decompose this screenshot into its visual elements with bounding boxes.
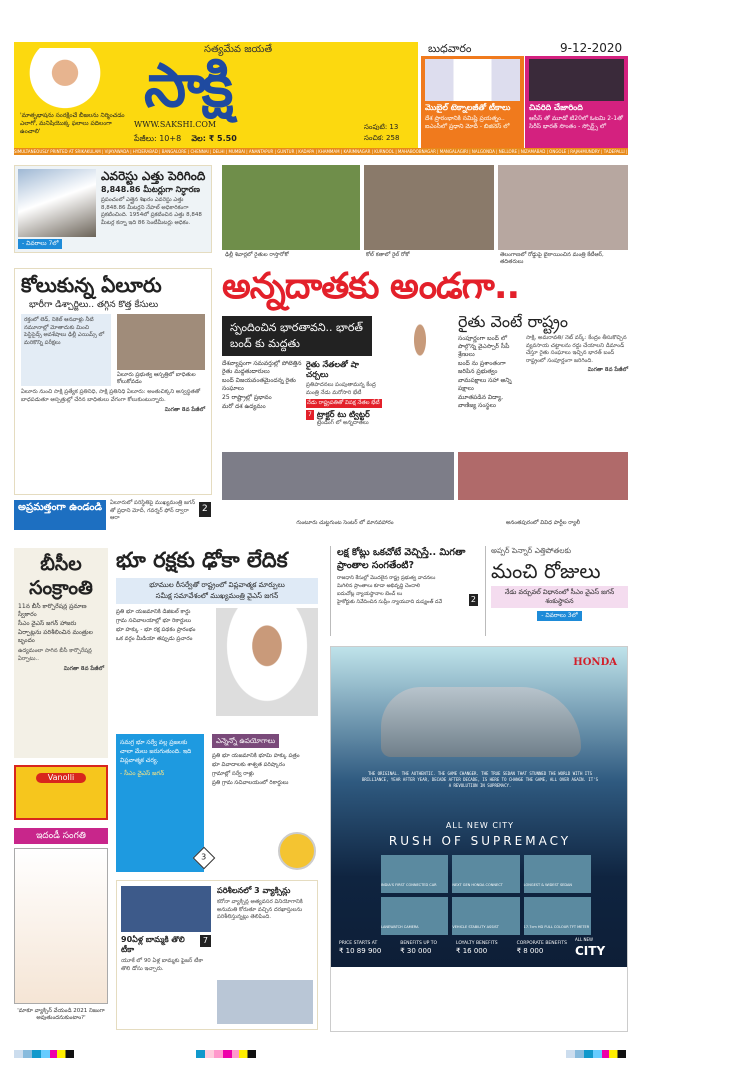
lakh-page: 2 — [470, 595, 476, 604]
eluru-photo — [117, 314, 205, 370]
bullet: ఐదుచోట్ల న్యాయస్థానాల బెంచ్ లు — [337, 591, 403, 597]
motto: సత్యమేవ జయతే — [204, 44, 273, 55]
everest-subtitle: 8,848.86 మీటర్లుగా నిర్ధారణ — [101, 185, 201, 194]
pages-price — [134, 134, 237, 144]
bullet: ఒక వర్గం మీడియా తప్పుడు ప్రచారం — [116, 636, 193, 642]
everest-photo — [18, 169, 96, 237]
lead-jump[interactable]: మిగతా 8వ పేజీలో — [587, 367, 628, 373]
vaccine-body: యూకే లో 90 ఏళ్ల బామ్మకు ఫైజర్ టీకా తొలి డోసు ఇచ్చారు. — [121, 958, 204, 972]
vaccine-photo — [121, 886, 211, 932]
bullet: బంద్ విజయవంతమైందన్న రైతు సంఘాలు — [222, 377, 296, 392]
cartoon-caption: 'మాకూ వ్యాక్సిన్ వేయండి 2021 నిజంగా అవుతుందనుకుంటాం?' — [17, 1008, 105, 1021]
bullet: మిగిలిన ప్రాంతాలు కూడా అభివృద్ధి చెందాలి — [337, 583, 421, 589]
everest-body: ప్రపంచంలో ఎత్తైన శిఖరం ఎవరెస్టు ఎత్తు 8,848.86 మీటర్లని నేపాల్ అధికారికంగా ప్రకటించింది. 1954లో ప్రకటించిన ఎత్తు 8,848 మీటర్ల కన్నా ఇది 86 సెంటీమీటర్లు అధికం. — [101, 197, 202, 226]
bullet: ఏర్పాట్లను పరిశీలించిన మంత్రుల బృందం — [18, 629, 93, 644]
feature-tile: 17.7cm HD FULL COLOUR TFT METER — [524, 897, 591, 935]
promo-sub: దేశ ప్రారంభానికి సమిష్టి ప్రయత్నం.. ఐఎంసీలో ప్రధాని మోదీ - బిజినెస్ లో — [425, 115, 510, 130]
lead-kicker: స్పందించిన భారతావని.. భారత్ బంద్ కు మద్దతు — [222, 316, 372, 356]
issue: సంచిక: 258 — [364, 134, 400, 142]
alert-page: 2 — [199, 502, 211, 517]
lead-mid-body: ప్రతిపాదనలు పంపుతామన్న కేంద్ర మంత్రి నేడు మరోసారి భేటీ — [306, 382, 376, 396]
offer: BENEFITS UP TO ₹ 30 000 — [400, 941, 438, 955]
eluru-story[interactable] — [14, 268, 212, 495]
tractor-page: 7 — [308, 411, 312, 418]
alert-body: ఏలూరులో పరిస్థితిపై ముఖ్యమంత్రి జగన్ తో ప్రధాని మోదీ, గవర్నర్ ఫోన్ ద్వారా ఆరా — [110, 500, 196, 521]
pennar-kicker: అప్పర్ పెన్నార్ ఎత్తిపోతలకు — [491, 546, 572, 555]
land-subtitle — [116, 578, 318, 604]
lakh-title: లక్ష కోట్లు ఒకచోటే వెచ్చిస్తే.. మిగతా ప్రాంతాల సంగతేంటి? — [337, 547, 466, 571]
cm-quote-attribution: - సీఎం వైఎస్ జగన్ — [120, 770, 165, 777]
day: బుధవారం — [428, 42, 472, 55]
bullet: మరో దశ ఉద్యమం — [222, 403, 266, 410]
eluru-highlights: రక్తంలో లెడ్, నికెల్ ఆనవాళ్లు నీటి నమూనాల్లో మోతాదుకు మించి పెస్టిసైడ్స్ అవశేషాలు ఢిల్లీ ఎయిమ్స్ లో మరికొన్ని పరీక్షలు — [21, 314, 111, 386]
ad-line1: ALL NEW CITY — [445, 821, 515, 830]
photo-caption: అనంతపురంలో వివిధ పార్టీల ర్యాలీ — [505, 520, 580, 526]
website: WWW.SAKSHI.COM — [134, 120, 217, 129]
vaccine-story[interactable] — [116, 880, 318, 1030]
lead-mid-head: రైతు నేతలతో షా చర్చలు — [306, 360, 359, 379]
survey-icon — [278, 832, 316, 870]
land-bullets — [116, 608, 212, 716]
editions-strip: SIMULTANEOUSLY PRINTED AT SRIKAKULAM | VIJAYAWADA | HYDERABAD | BANGALORE | CHENNAI | DELHI | MUMBAI | ANANTAPUR | GUNTUR | KADAPA | KHAMMAM | KARIMNAGAR | KURNOOL | MAHABOOBNAGAR | MANGALAGIRI | NALGONDA | NELLORE | NIZAMABAD | ONGOLE | RAJAHMUNDRY | TADEPALLI | SIDDIPET | TIRUPATHI | VISAKHAPATNAM | WARANGAL — [14, 149, 736, 154]
lead-mid-strip: నేడు రాష్ట్రపతితో విపక్ష నేతల భేటీ — [306, 399, 382, 408]
pennar-title: మంచి రోజులు — [491, 559, 601, 583]
ad-model: CITY — [575, 944, 606, 958]
vanolli-ad[interactable] — [14, 765, 108, 820]
promo-photo — [529, 59, 624, 101]
leader-quote: 'మాతృభాషను సంరక్షించే బీజలను నిర్మించడం ఎలాగో, మనిషియొక్క ఫలాలు పదిలంగా ఉంచాలి' — [20, 112, 125, 135]
vaccine-right-body: కరోనా వ్యాక్సిన్ల అత్యవసర వినియోగానికి అనుమతి కోరుతూ వచ్చిన దరఖాస్తులను పరిశీలిస్తున్నట్లు తెలిపింది. — [217, 899, 303, 920]
tractor-sub: ట్రెండింగ్ లో అన్నదాతలు — [316, 420, 369, 426]
bc-body: ఉద్యమంలా సాగిన బీసీ కార్పొరేషన్ల ఏర్పాటు.. — [18, 648, 92, 662]
promo-photo — [425, 59, 520, 101]
everest-jump[interactable]: - వివరాలు 7లో — [18, 239, 62, 249]
feature-tile: NEXT GEN HONDA CONNECT — [452, 855, 519, 893]
bullet: ప్రతి భూ యజమానికి భూమి హక్కు పత్రం — [212, 753, 300, 759]
benefits-title: ఎన్నెన్నో ఉపయోగాలు — [212, 734, 279, 748]
lakh-crore-story[interactable] — [330, 546, 478, 636]
bullet: 25 రాష్ట్రాల్లో ప్రభావం — [222, 394, 272, 401]
cm-quote-box — [116, 734, 204, 872]
benefits-box — [212, 734, 318, 787]
bullet: హైకోర్టుకు నివేదించిన సుప్రీం న్యాయవాది దుష్యంత్ దవే — [337, 599, 443, 605]
promo-title: చివరిది చేజారింది — [529, 103, 583, 112]
photo-telangana-ktr — [498, 165, 628, 250]
photo-delhi-farmers — [222, 165, 360, 250]
vanolli-logo: Vanolli — [36, 773, 86, 783]
vaccine-title: 90ఏళ్ల బామ్మకి తొలి టీకా — [121, 935, 185, 954]
bc-bullets — [18, 603, 104, 645]
promo-sub: ఆసీస్ తో మూడో టి20లో ఓటమి 2-1తో సిరీస్ భారత్ సొంతం - స్పోర్ట్స్ లో — [529, 115, 623, 130]
farmer-photo — [386, 318, 454, 428]
ad-line2: RUSH OF SUPREMACY — [388, 834, 572, 848]
color-bar — [14, 1050, 74, 1058]
pages: పేజీలు: 10+8 — [134, 134, 182, 143]
feature-tile: INDIA'S FIRST CONNECTED CAR — [381, 855, 448, 893]
alert-banner: అప్రమత్తంగా ఉండండి — [14, 500, 106, 530]
masthead — [14, 42, 418, 148]
land-page: 3 — [193, 847, 216, 870]
feature-tile: LONGEST & WIDEST SEDAN — [524, 855, 591, 893]
bullet: దేశవ్యాప్తంగా సమవర్తుల్లో పోటెత్తిన రైతు మద్దతుదారులు — [222, 360, 302, 375]
cm-quote: సమగ్ర భూ సర్వే వల్ల ప్రజలకు చాలా మేలు జరుగుతుంది. ఇది విప్లవాత్మక చర్య. — [120, 739, 192, 764]
everest-title: ఎవరెస్టు ఎత్తు పెరిగింది — [101, 169, 206, 183]
promo-title: మొబైల్ టెక్నాలజీతో టీకాలు — [425, 103, 511, 112]
leader-portrait — [20, 48, 110, 110]
photo-caption: తెలంగాణలో రోడ్డుపై బైఠాయించిన మంత్రి కేటీఆర్, తదితరులు — [500, 252, 604, 265]
vaccine-right-title: పరిశీలనలో 3 వ్యాక్సిన్లు — [217, 886, 291, 895]
promo-cricket[interactable] — [525, 56, 628, 148]
photo-guntur-chain — [222, 452, 454, 500]
feature-tile: VEHICLE STABILITY ASSIST — [452, 897, 519, 935]
lead-right-head: రైతు వెంటే రాష్ట్రం — [458, 312, 568, 331]
offer: PRICE STARTS AT ₹ 10 89 900 — [339, 941, 382, 955]
photo-caption: కోల్ కతాలో రైల్ రోకో — [366, 252, 410, 258]
eluru-jump[interactable]: మిగతా 8వ పేజీలో — [164, 407, 205, 413]
honda-ad[interactable] — [330, 646, 628, 1032]
color-bar — [566, 1050, 626, 1058]
bullet: సీఎం వైఎస్ జగన్ హాజరు — [18, 620, 77, 627]
bullet: బంద్ ను ప్రశాంతంగా జరిపిన ప్రభుత్వం — [458, 360, 506, 375]
cm-photo — [216, 608, 318, 716]
lead-left-column — [222, 316, 382, 428]
benefits-list — [212, 752, 318, 787]
feature-tile: LANEWATCH CAMERA — [381, 897, 448, 935]
lead-bullets-left — [222, 360, 302, 428]
ad-copy: THE ORIGINAL. THE AUTHENTIC. THE GAME CHANGER. THE TRUE SEDAN THAT STUNNED THE WORLD WITH ITS BRILLIANCE, YEAR AFTER YEAR, DECADE AFTER DECADE, IS HERE TO CHANGE THE GAME, ALL OVER AGAIN. IT'S A REVOLUTION IN SUPREMACY. — [361, 771, 598, 788]
bullet: 11న బీసీ కార్పొరేషన్ల ప్రమాణ స్వీకారం — [18, 603, 87, 618]
bc-title: బీసీల సంక్రాంతి — [29, 553, 93, 599]
bullet: సంపూర్ణంగా బంద్ లో పాల్గొన్న వైఎస్సార్ సీపీ శ్రేణులు — [458, 335, 510, 358]
lakh-bullets — [337, 575, 466, 606]
lead-right-column — [458, 312, 628, 410]
cartoon-title: ఇదండీ సంగతి — [14, 828, 108, 844]
vaccine-vials-photo — [217, 980, 313, 1024]
lead-headline: అన్నదాతకు అండగా.. — [222, 266, 520, 307]
lead-right-body: సాక్షి, అమరావతి/ నెట్ వర్క్: కేంద్రం తీసుకొచ్చిన వ్యవసాయ చట్టాలను రద్దు చేయాలని డిమాండ్ చేస్తూ రైతు సంఘాలు ఇచ్చిన భారత్ బంద్ రాష్ట్రంలో సంపూర్ణంగా జరిగింది. — [526, 335, 627, 364]
photo-kolkata-rail — [364, 165, 494, 250]
land-story — [116, 546, 318, 716]
vaccine-page: 7 — [200, 935, 211, 947]
upper-pennar-story[interactable] — [485, 546, 628, 636]
promo-mobile-vaccine[interactable] — [421, 56, 524, 148]
bullet: గ్రామ సచివాలయాల్లో భూ రికార్డులు — [116, 618, 191, 624]
bullet: గ్రామాల్లో సర్వే రాళ్లు — [212, 771, 254, 777]
photo-anantapur-rally — [458, 452, 628, 500]
ad-model-kicker: ALL NEW — [575, 937, 593, 942]
honda-logo: HONDA — [573, 657, 617, 668]
pennar-sub: నేడు వర్చువల్ విధానంలో సీఎం వైఎస్ జగన్ శంకుస్థాపన — [491, 586, 628, 608]
eluru-title: కోలుకున్న ఏలూరు — [21, 273, 162, 297]
sakshi-logo: సాక్షి — [144, 51, 230, 121]
lead-bullets-right — [458, 335, 522, 410]
eluru-subtitle: భారీగా డిశ్చార్జిలు.. తగ్గిన కొత్త కేసులు — [29, 300, 159, 310]
eluru-caption: ఏలూరు ప్రభుత్వ ఆస్పత్రిలో బాధితుల కోలుకోవడం — [117, 372, 196, 385]
cartoon-image — [14, 848, 108, 1004]
everest-story[interactable] — [14, 165, 212, 253]
bullet: భూ వివాదాలకు శాశ్వత పరిష్కారం — [212, 762, 285, 768]
color-bar — [196, 1050, 256, 1058]
bc-jump[interactable]: మిగతా 8వ పేజీలో — [63, 666, 104, 672]
ad-offers — [339, 941, 567, 956]
land-sub1: భూముల రీసర్వేతో రాష్ట్రంలో విప్లవాత్మక మార్పులు — [149, 581, 285, 589]
land-sub2: సమీక్ష సమావేశంలో ముఖ్యమంత్రి వైఎస్ జగన్ — [155, 592, 279, 600]
bullet: ప్రతి గ్రామ సచివాలయంలో రికార్డులు — [212, 780, 289, 786]
photo-caption: ఢిల్లీ శివార్లలో రైతుల రాస్తారోకో — [225, 252, 289, 258]
eluru-body: ఏలూరు నుంచి సాక్షి ప్రత్యేక ప్రతినిధి, సాక్షి ప్రతినిధి ఏలూరు: అంతుచిక్కని అస్వస్థతతో బాధపడుతూ ఆస్పత్రుల్లో చేరిన బాధితులు వేగంగా కోలుకుంటున్నారు. — [21, 389, 201, 403]
bullet: మూతపడిన విద్యా, వాణిజ్య సంస్థలు — [458, 394, 504, 409]
bullet: రాజధాని కేసుల్లో మొదలైన రాష్ట్ర ప్రభుత్వ వాదనలు — [337, 575, 436, 581]
volume-issue — [364, 122, 399, 144]
offer: LOYALTY BENEFITS ₹ 16 000 — [456, 941, 498, 955]
lead-mid-column — [306, 360, 382, 428]
date: 9-12-2020 — [560, 41, 623, 55]
bullet: భూ హక్కు - భూ రక్ష పథకం ప్రారంభం — [116, 627, 196, 633]
bullet: వామపక్షాలు సహా అన్ని పక్షాలు — [458, 377, 512, 392]
price: వెల: ₹ 5.50 — [191, 134, 237, 143]
bullet: ప్రతి భూ యజమానికి డిజిటల్ కార్డు — [116, 609, 191, 615]
pennar-jump[interactable]: - వివరాలు 3లో — [537, 611, 581, 621]
tractor-head: ట్రాక్టర్ టు ట్విట్టర్ — [316, 410, 370, 419]
offer: CORPORATE BENEFITS ₹ 8 000 — [516, 941, 567, 955]
car-image — [381, 687, 581, 757]
photo-caption: గుంటూరు చుట్టగుంట సెంటర్ లో మానవహారం — [296, 520, 394, 526]
ad-features — [381, 855, 591, 935]
volume: సంపుటి: 13 — [364, 123, 399, 131]
bc-story[interactable] — [14, 548, 108, 758]
land-title: భూ రక్షకు ఢోకా లేదిక — [116, 548, 288, 572]
dealer-list — [331, 967, 627, 1031]
